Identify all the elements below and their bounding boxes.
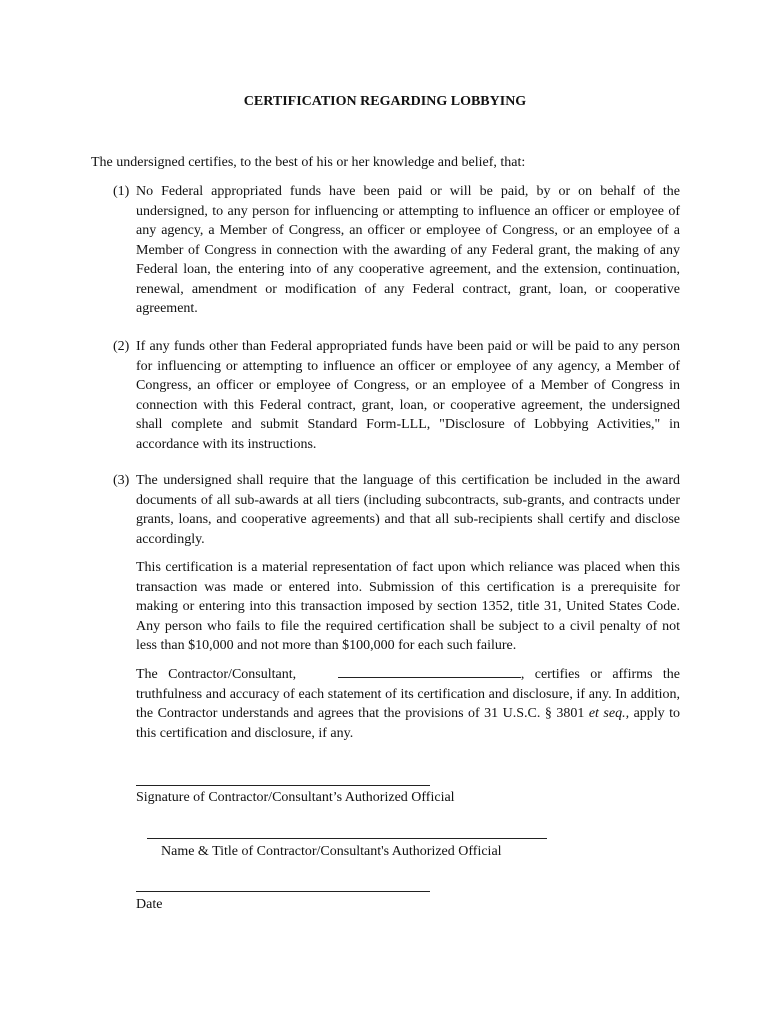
list-item-2 xyxy=(113,337,680,454)
list-item-3 xyxy=(113,471,680,549)
date-label: Date xyxy=(136,897,163,912)
item-text: No Federal appropriated funds have been paid or will be paid, by or on behalf of the undersigned, to any person for influencing or attempting to influence an officer or employee of any agency, a Member of Congress, an officer or employee of Congress, or an employee of a Member of Congress in connection with the awarding of any Federal grant, the making of any Federal loan, the entering into of any cooperative agreement, and the extension, continuation, renewal, amendment or modification of any Federal contract, grant, loan, or cooperative agreement. xyxy=(136,184,680,316)
name-title-label: Name & Title of Contractor/Consultant's Authorized Official xyxy=(161,844,502,859)
list-item-1 xyxy=(113,182,680,319)
signature-label: Signature of Contractor/Consultant’s Authorized Official xyxy=(136,790,455,805)
contractor-paragraph xyxy=(136,665,680,743)
contractor-text-2: , certifies or affirms the truthfulness and accuracy of each statement of its certification and disclosure, if any. In addition, the Contractor understands and agrees that the provisions of 31 U.S.C. § 3801 xyxy=(136,667,681,721)
signature-line[interactable] xyxy=(136,785,430,786)
document-title: CERTIFICATION REGARDING LOBBYING xyxy=(243,94,527,109)
contractor-text-1: The Contractor/Consultant, xyxy=(136,667,297,682)
item-text: If any funds other than Federal appropriated funds have been paid or will be paid to any person for influencing or attempting to influence an officer or employee of any agency, a Member of Congress, an officer or employee of Congress, or an employee of a Member of Congress in connection with this Federal contract, grant, loan, or cooperative agreement, the undersigned shall complete and submit Standard Form-LLL, "Disclosure of Lobbying Activities," in accordance with its instructions. xyxy=(136,339,680,452)
item-number: (3) xyxy=(113,473,130,488)
contractor-name-blank[interactable] xyxy=(338,665,521,678)
intro-text: The undersigned certifies, to the best of his or her knowledge and belief, that: xyxy=(91,155,526,170)
item-number: (1) xyxy=(113,184,130,199)
contractor-text-3: apply to this certification and disclosure, if any. xyxy=(136,706,681,741)
item-text: The undersigned shall require that the language of this certification be included in the award documents of all sub-awards at all tiers (including subcontracts, sub-grants, and contracts under grants, loans, and cooperative agreements) and that all sub-recipients shall certify and disclose accordingly. xyxy=(136,473,680,547)
certification-paragraph: This certification is a material representation of fact upon which reliance was placed when this transaction was made or entered into. Submission of this certification is a prerequisite for making or entering into this transaction imposed by section 1352, title 31, United States Code. Any person who fails to file the required certification shall be subject to a civil penalty of not less than $10,000 and not more than $100,000 for each such failure. xyxy=(136,560,680,653)
et-seq-italic: et seq., xyxy=(588,706,630,721)
item-number: (2) xyxy=(113,339,130,354)
date-line[interactable] xyxy=(136,891,430,892)
name-title-line[interactable] xyxy=(147,838,547,839)
